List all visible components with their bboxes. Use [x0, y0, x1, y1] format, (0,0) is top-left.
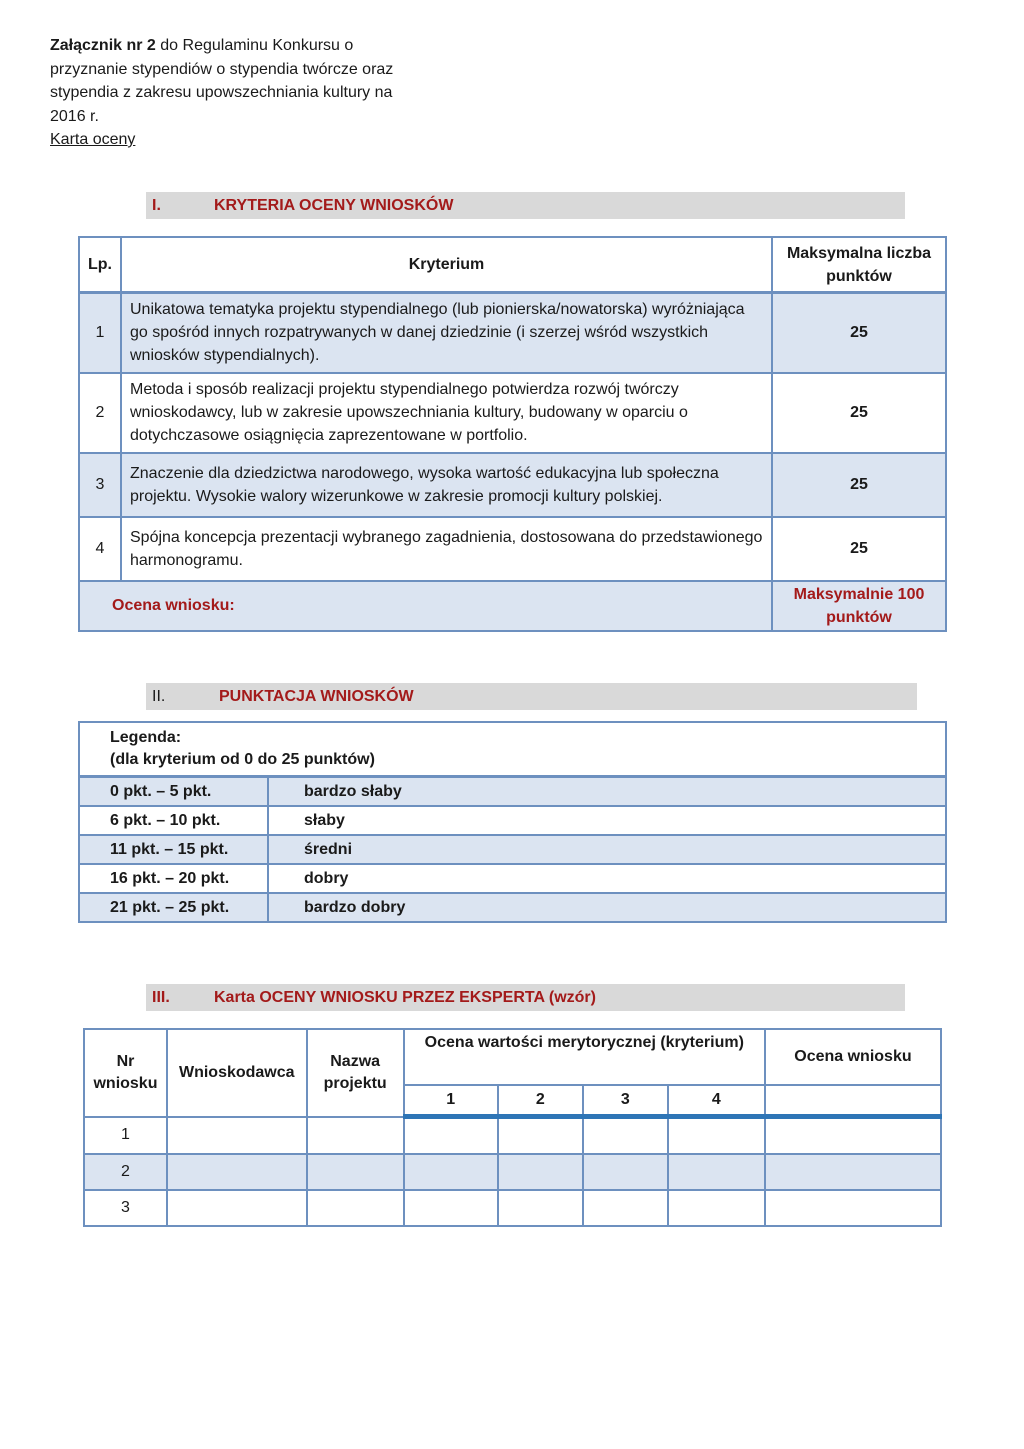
row-number: 2: [79, 373, 121, 453]
row-number: 4: [79, 517, 121, 581]
criterion-points: 25: [772, 293, 946, 373]
table-row: [84, 1117, 941, 1155]
legend-row: [79, 722, 946, 777]
criterion-points: 25: [772, 373, 946, 453]
criterion-3-cell[interactable]: [583, 1117, 668, 1155]
section-1-title: KRYTERIA OCENY WNIOSKÓW: [214, 197, 454, 214]
total-label: Ocena wniosku:: [79, 581, 772, 631]
attachment-header: [50, 34, 410, 152]
legend: [79, 722, 946, 777]
legend-subtitle: (dla kryterium od 0 do 25 punktów): [110, 751, 375, 768]
project-cell[interactable]: [307, 1117, 404, 1155]
criterion-3-cell[interactable]: [583, 1154, 668, 1190]
total-value: Maksymalnie 100 punktów: [772, 581, 946, 631]
score-label: średni: [268, 835, 946, 864]
criterion-col-3: 3: [583, 1085, 668, 1117]
criteria-table-header: [79, 237, 946, 293]
criterion-text: Metoda i sposób realizacji projektu stypendialnego potwierdza rozwój twórczy wnioskodawcy, lub w zakresie upowszechniania kultury, budowany w oparciu o dotychczasowe osiągnięcia zaprezentowane w portfolio.: [121, 373, 772, 453]
section-3-number: III.: [152, 989, 170, 1006]
score-label: słaby: [268, 806, 946, 835]
table-row: [79, 373, 946, 453]
score-cell[interactable]: [765, 1117, 941, 1155]
score-label: bardzo słaby: [268, 777, 946, 807]
col-criterion: Kryterium: [121, 237, 772, 293]
criterion-1-cell[interactable]: [404, 1190, 498, 1226]
score-cell[interactable]: [765, 1190, 941, 1226]
col-applicant: Wnioskodawca: [167, 1029, 307, 1117]
col-merit: Ocena wartości merytorycznej (kryterium): [404, 1029, 765, 1085]
section-2-heading: [146, 683, 917, 710]
criterion-4-cell[interactable]: [668, 1117, 765, 1155]
attachment-description: do Regulaminu Konkursu o przyznanie stypendiów o stypendia twórcze oraz stypendia z zakresu upowszechniania kultury na 2016 r.: [50, 37, 394, 125]
legend-title: Legenda:: [110, 729, 182, 746]
section-2-title: PUNKTACJA WNIOSKÓW: [219, 688, 414, 705]
table-row: [79, 893, 946, 922]
col-project: Nazwa projektu: [307, 1029, 404, 1117]
score-cell[interactable]: [765, 1154, 941, 1190]
section-3-title: Karta OCENY WNIOSKU PRZEZ EKSPERTA (wzór): [214, 989, 596, 1006]
applicant-cell[interactable]: [167, 1190, 307, 1226]
criterion-text: Unikatowa tematyka projektu stypendialnego (lub pionierska/nowatorska) wyróżniająca go spośród innych rozpatrywanych w danej dziedzinie (i szerzej wśród wszystkich wniosków stypendialnych).: [121, 293, 772, 373]
criterion-col-1: 1: [404, 1085, 498, 1117]
applicant-cell[interactable]: [167, 1117, 307, 1155]
applicant-cell[interactable]: [167, 1154, 307, 1190]
col-max-points: Maksymalna liczba punktów: [772, 237, 946, 293]
application-number: 3: [84, 1190, 167, 1226]
criterion-2-cell[interactable]: [498, 1154, 583, 1190]
criterion-text: Spójna koncepcja prezentacji wybranego zagadnienia, dostosowana do przedstawionego harmonogramu.: [121, 517, 772, 581]
project-cell[interactable]: [307, 1190, 404, 1226]
criterion-1-cell[interactable]: [404, 1154, 498, 1190]
col-score: Ocena wniosku: [765, 1029, 941, 1085]
section-1-heading: [146, 192, 905, 219]
criterion-2-cell[interactable]: [498, 1190, 583, 1226]
application-number: 1: [84, 1117, 167, 1155]
section-2-number: II.: [152, 688, 166, 705]
application-number: 2: [84, 1154, 167, 1190]
table-row: [79, 517, 946, 581]
table-row: [79, 835, 946, 864]
table-row: [79, 453, 946, 517]
score-label: bardzo dobry: [268, 893, 946, 922]
criterion-text: Znaczenie dla dziedzictwa narodowego, wysoka wartość edukacyjna lub społeczna projektu. Wysokie walory wizerunkowe w zakresie promocji kultury polskiej.: [121, 453, 772, 517]
criterion-4-cell[interactable]: [668, 1154, 765, 1190]
table-row: [79, 293, 946, 373]
score-empty-cell: [765, 1085, 941, 1117]
card-label: Karta oceny: [50, 131, 136, 148]
criterion-col-2: 2: [498, 1085, 583, 1117]
section-1-number: I.: [152, 197, 161, 214]
row-number: 3: [79, 453, 121, 517]
score-range: 0 pkt. – 5 pkt.: [79, 777, 268, 807]
table-row: [84, 1154, 941, 1190]
criterion-3-cell[interactable]: [583, 1190, 668, 1226]
col-nr: Nr wniosku: [84, 1029, 167, 1117]
table-row: [79, 806, 946, 835]
table-row: [79, 777, 946, 807]
project-cell[interactable]: [307, 1154, 404, 1190]
criterion-points: 25: [772, 517, 946, 581]
criteria-table: [78, 236, 947, 632]
criterion-col-4: 4: [668, 1085, 765, 1117]
score-range: 16 pkt. – 20 pkt.: [79, 864, 268, 893]
criterion-4-cell[interactable]: [668, 1190, 765, 1226]
section-3-heading: [146, 984, 905, 1011]
table-row: [84, 1190, 941, 1226]
score-range: 6 pkt. – 10 pkt.: [79, 806, 268, 835]
total-row: [79, 581, 946, 631]
attachment-number: Załącznik nr 2: [50, 37, 156, 54]
criterion-2-cell[interactable]: [498, 1117, 583, 1155]
score-range: 11 pkt. – 15 pkt.: [79, 835, 268, 864]
table-row: [79, 864, 946, 893]
score-label: dobry: [268, 864, 946, 893]
criterion-1-cell[interactable]: [404, 1117, 498, 1155]
scoring-table: [78, 721, 947, 923]
expert-evaluation-table: [83, 1028, 942, 1227]
criterion-points: 25: [772, 453, 946, 517]
row-number: 1: [79, 293, 121, 373]
col-lp: Lp.: [79, 237, 121, 293]
expert-table-header: [84, 1029, 941, 1085]
score-range: 21 pkt. – 25 pkt.: [79, 893, 268, 922]
